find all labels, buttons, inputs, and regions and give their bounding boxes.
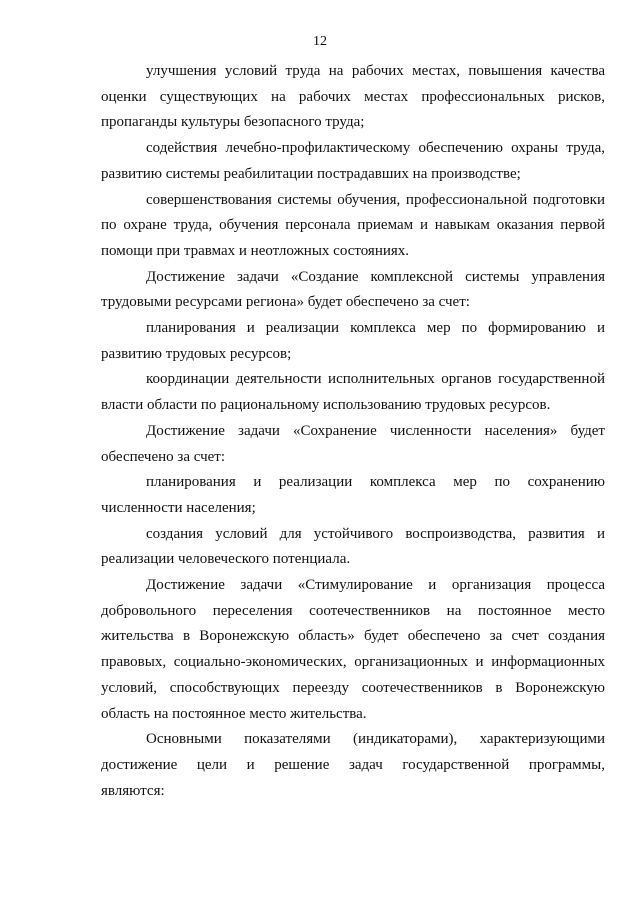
paragraph: планирования и реализации комплекса мер по формированию и развитию трудовых ресурсов; xyxy=(101,320,605,362)
paragraph: улучшения условий труда на рабочих местах, повышения качества оценки существующих на рабочих местах профессиональных рисков, пропаганды культуры безопасного труда; xyxy=(101,63,605,131)
body-text xyxy=(101,59,605,804)
paragraph: содействия лечебно-профилактическому обеспечению охраны труда, развитию системы реабилитации пострадавших на производстве; xyxy=(101,140,605,182)
paragraph: координации деятельности исполнительных органов государственной власти области по рациональному использованию трудовых ресурсов. xyxy=(101,371,605,414)
paragraph: Достижение задачи «Сохранение численности населения» будет обеспечено за счет: xyxy=(101,422,605,465)
paragraph: планирования и реализации комплекса мер по сохранению численности населения; xyxy=(101,474,605,516)
paragraph: Достижение задачи «Стимулирование и организация процесса добровольного переселения соотечественников на постоянное место жительства в Воронежскую область» будет обеспечено за счет создания правовых, социально-экономических, организационных и информационных условий, способствующих переезду соотечественников в Воронежскую область на постоянное место жительства. xyxy=(101,577,605,722)
paragraph: создания условий для устойчивого воспроизводства, развития и реализации человеческого потенциала. xyxy=(101,525,605,568)
paragraph: совершенствования системы обучения, профессиональной подготовки по охране труда, обучения персонала приемам и навыкам оказания первой помощи при травмах и неотложных состояниях. xyxy=(101,191,605,259)
page-number: 12 xyxy=(313,34,327,49)
paragraph: Основными показателями (индикаторами), характеризующими достижение цели и решение задач государственной программы, являются: xyxy=(101,731,605,799)
paragraph: Достижение задачи «Создание комплексной системы управления трудовыми ресурсами региона» будет обеспечено за счет: xyxy=(101,268,605,311)
